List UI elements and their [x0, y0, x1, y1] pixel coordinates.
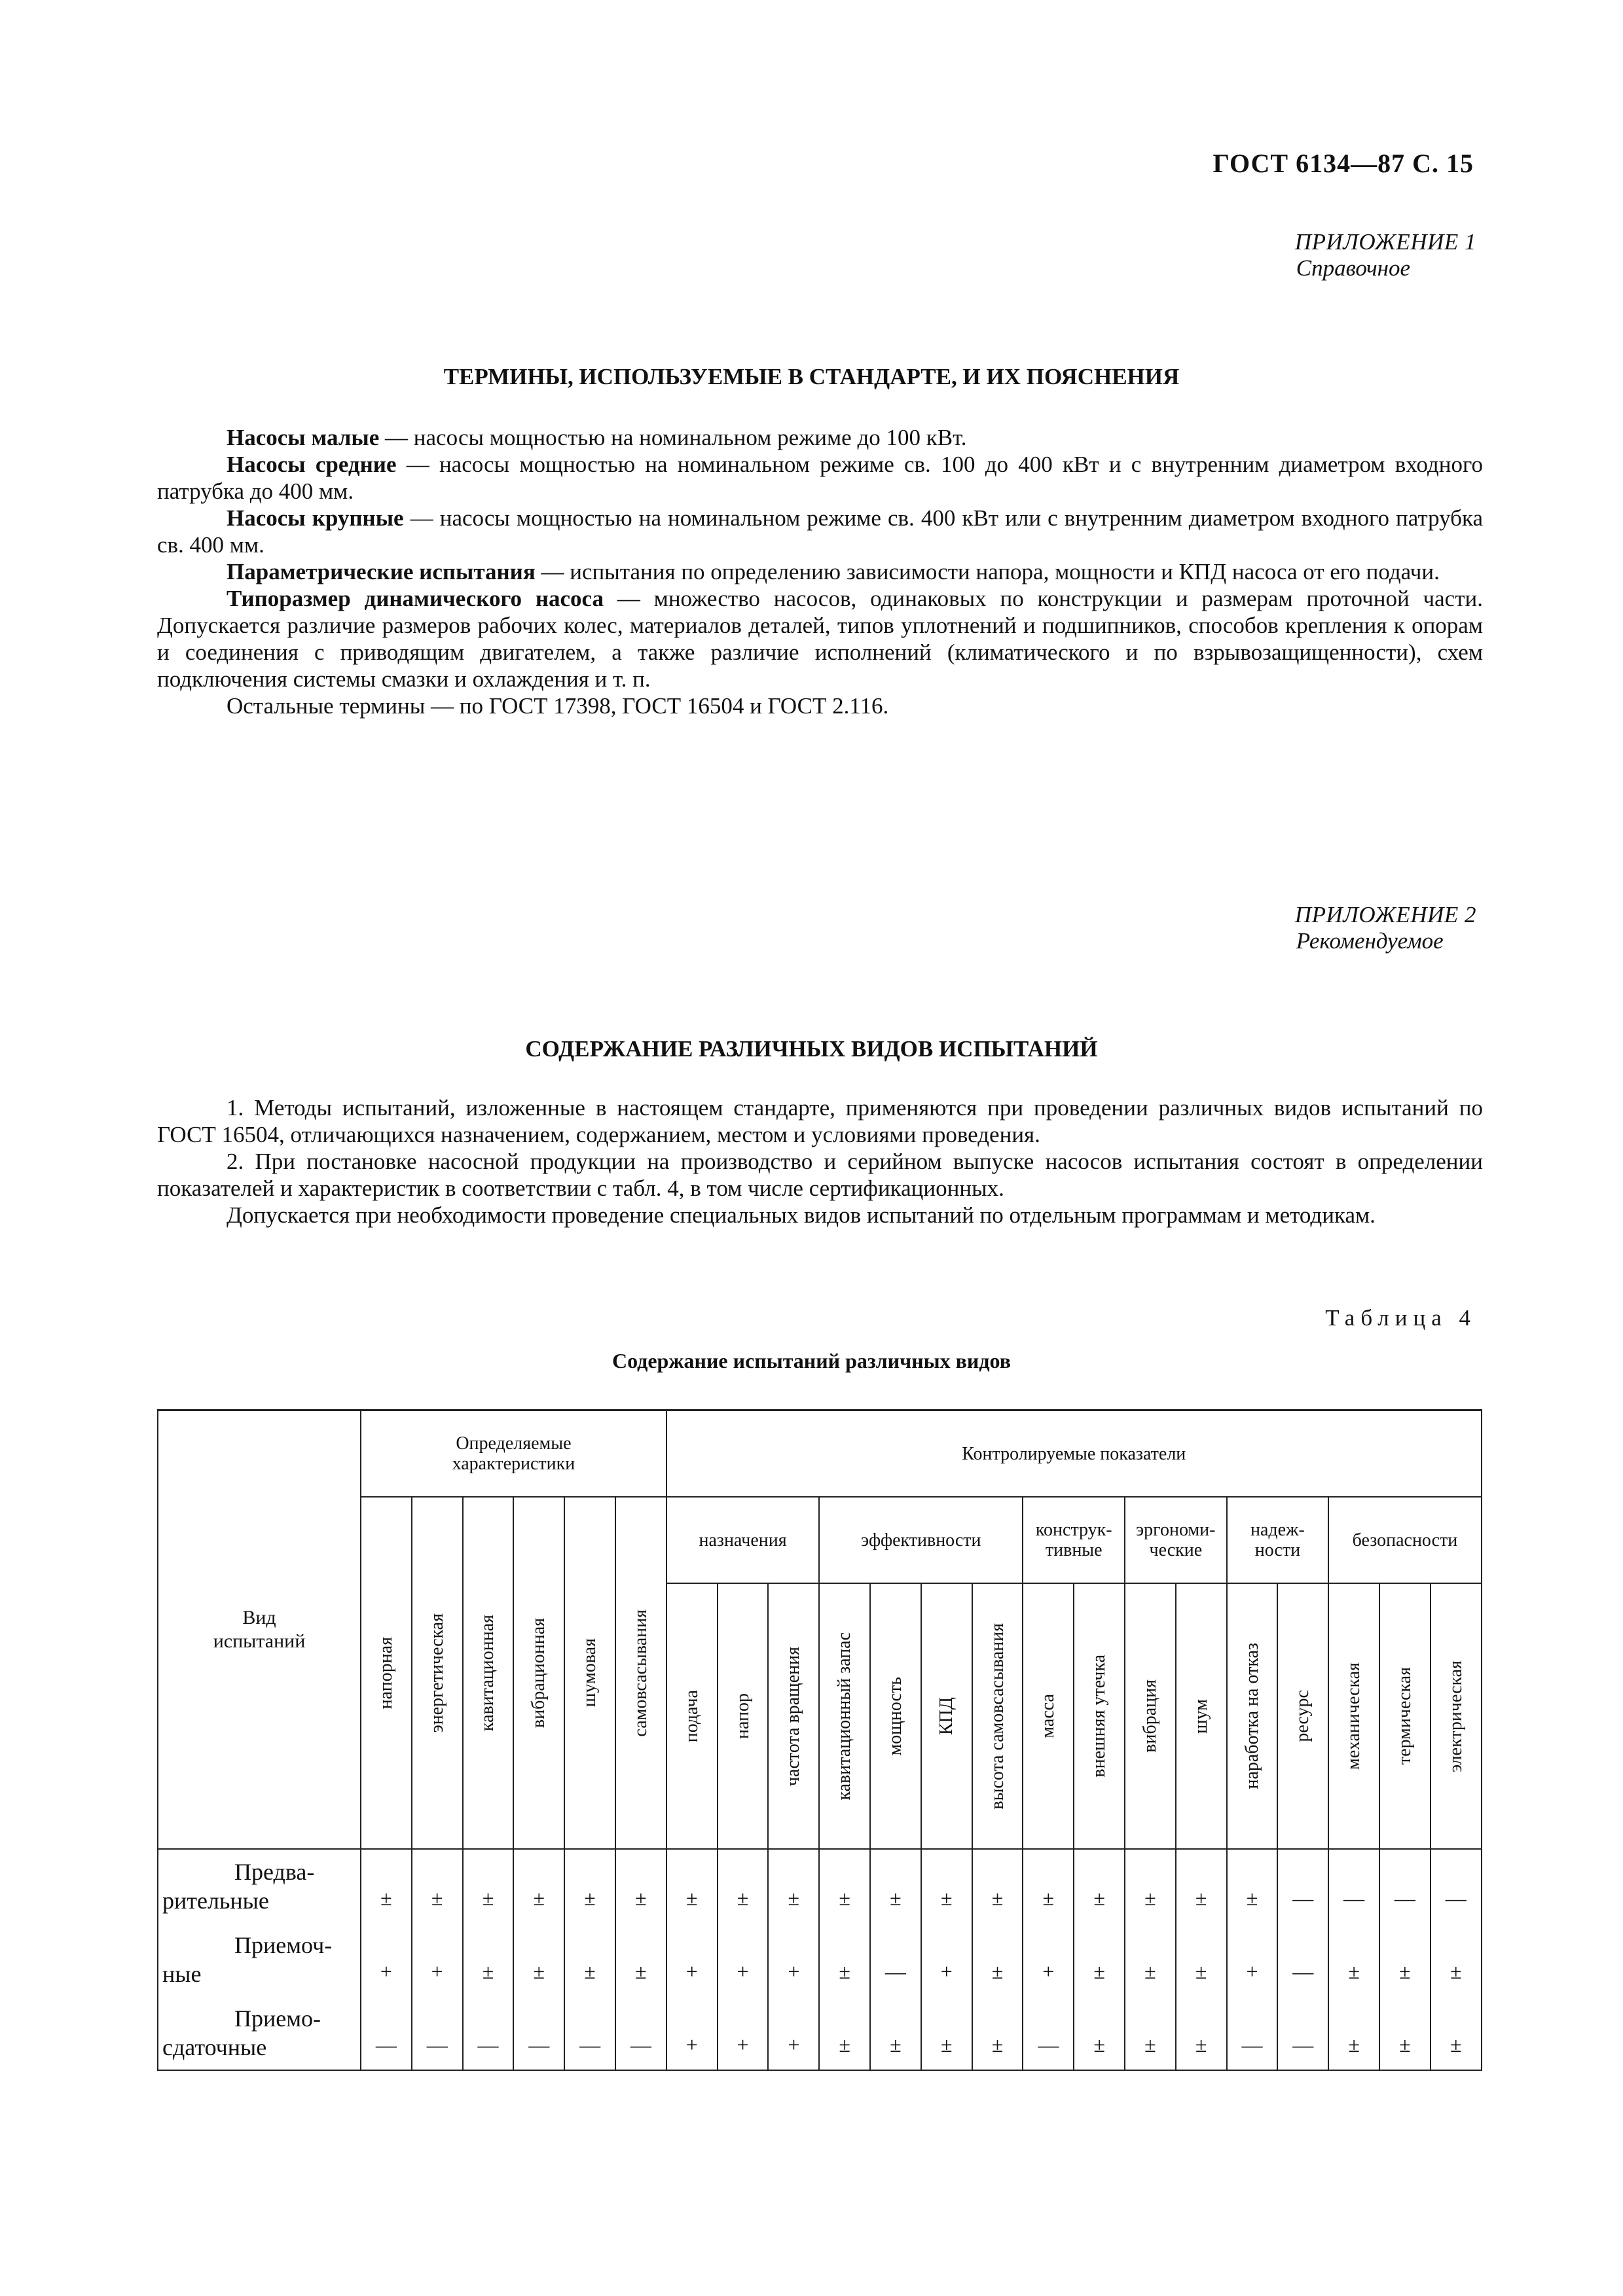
term-name: Параметрические испытания — [227, 559, 536, 584]
cell-mark: ± — [1195, 1959, 1207, 1983]
cell-mark: ± — [991, 1886, 1004, 1910]
table-cell — [1074, 1996, 1125, 2070]
column-header-text: механическая — [1343, 1662, 1364, 1770]
cell-mark: — — [528, 2032, 550, 2056]
subgroup-ergonomic — [1125, 1497, 1227, 1583]
cell-mark: ± — [1348, 2032, 1360, 2056]
table-cell — [615, 1923, 666, 1996]
cell-mark: + — [380, 1959, 392, 1983]
table-cell — [412, 1923, 463, 1996]
column-header — [1379, 1583, 1431, 1849]
column-header — [819, 1583, 870, 1849]
cell-mark: ± — [1093, 2032, 1105, 2056]
cell-mark: ± — [482, 1886, 494, 1910]
paragraph: Допускается при необходимости проведение специальных видов испытаний по отдельным программам и методикам. — [227, 1202, 1376, 1228]
table-cell — [513, 1923, 564, 1996]
cell-mark: + — [1246, 1959, 1258, 1983]
table-cell — [666, 1849, 718, 1923]
column-header-text: вибрационная — [528, 1617, 549, 1729]
column-header — [768, 1583, 819, 1849]
table-cell — [718, 1849, 769, 1923]
cell-mark: ± — [1450, 2032, 1462, 2056]
column-header-test-type — [158, 1410, 361, 1850]
cell-mark: — — [1292, 1959, 1314, 1983]
document-header: ГОСТ 6134—87 С. 15 — [1213, 149, 1474, 178]
subgroup-efficiency: эффективности — [819, 1497, 1023, 1583]
cell-mark: + — [1042, 1959, 1055, 1983]
term-text: — испытания по определению зависимости напора, мощности и КПД насоса от его подачи. — [535, 559, 1440, 584]
cell-mark: — — [1445, 1886, 1467, 1910]
column-header — [1227, 1583, 1278, 1849]
table-cell — [972, 1996, 1023, 2070]
column-header — [1277, 1583, 1328, 1849]
cell-mark: ± — [482, 1959, 494, 1983]
table-cell — [1023, 1996, 1074, 2070]
cell-mark: + — [737, 1959, 749, 1983]
column-header — [1176, 1583, 1227, 1849]
column-header — [972, 1583, 1023, 1849]
table-cell — [819, 1923, 870, 1996]
terms-closing: Остальные термины — по ГОСТ 17398, ГОСТ 16504 и ГОСТ 2.116. — [227, 693, 889, 719]
table-cell — [615, 1849, 666, 1923]
table-cell — [1431, 1849, 1482, 1923]
cell-mark: — — [630, 2032, 651, 2056]
row-label-line2: рительные — [162, 1888, 269, 1914]
cell-mark: ± — [635, 1959, 647, 1983]
cell-mark: — — [375, 2032, 397, 2056]
table-cell — [361, 1849, 412, 1923]
table-cell — [1227, 1996, 1278, 2070]
cell-mark: ± — [788, 1886, 800, 1910]
cell-mark: ± — [1144, 1886, 1156, 1910]
term-item — [157, 585, 1483, 692]
column-header-text: самовсасывания — [630, 1609, 651, 1737]
appendix-2-status: Рекомендуемое — [1296, 928, 1444, 954]
table-cell — [921, 1849, 972, 1923]
column-header-text: ресурс — [1292, 1690, 1313, 1742]
cell-mark: ± — [1399, 1959, 1411, 1983]
column-header — [1125, 1583, 1176, 1849]
cell-mark: + — [788, 2032, 800, 2056]
cell-mark: ± — [839, 1886, 850, 1910]
column-header — [1328, 1583, 1379, 1849]
subgroup-purpose: назначения — [666, 1497, 819, 1583]
cell-mark: ± — [737, 1886, 749, 1910]
column-header — [666, 1583, 718, 1849]
table-cell — [1074, 1923, 1125, 1996]
table-cell — [1023, 1923, 1074, 1996]
group-header-controlled: Контролируемые показатели — [666, 1410, 1482, 1498]
column-header — [921, 1583, 972, 1849]
cell-mark: ± — [1348, 1959, 1360, 1983]
term-item — [157, 424, 1483, 451]
paragraph: 2. При постановке насосной продукции на производство и серийном выпуске насосов испытания состоят в определении показателей и характеристик в соответствии с табл. 4, в том числе сертификационных. — [157, 1149, 1483, 1201]
table-cell — [1227, 1849, 1278, 1923]
column-header — [1074, 1583, 1125, 1849]
subgroup-reliability — [1227, 1497, 1329, 1583]
term-name: Типоразмер динамического насоса — [227, 586, 604, 611]
subgroup-design — [1023, 1497, 1125, 1583]
column-header-text: напорная — [375, 1636, 396, 1710]
cell-mark: ± — [839, 1959, 850, 1983]
table-row — [158, 1996, 1482, 2070]
column-header — [870, 1583, 921, 1849]
cell-mark: ± — [584, 1959, 596, 1983]
appendix-1-status: Справочное — [1296, 255, 1411, 281]
table-cell — [564, 1849, 615, 1923]
section-2-title: СОДЕРЖАНИЕ РАЗЛИЧНЫХ ВИДОВ ИСПЫТАНИЙ — [525, 1036, 1098, 1062]
appendix-1-heading — [1295, 229, 1476, 281]
row-label-line1: Приемоч- — [234, 1932, 333, 1958]
table-cell — [921, 1996, 972, 2070]
group-header-determined — [361, 1410, 666, 1498]
column-header-text: вибрация — [1139, 1679, 1160, 1753]
column-header — [412, 1497, 463, 1849]
table-cell — [1277, 1923, 1328, 1996]
cell-mark: + — [788, 1959, 800, 1983]
section-2-text — [157, 1094, 1483, 1229]
table-cell — [1125, 1996, 1176, 2070]
table-cell — [1328, 1849, 1379, 1923]
table-cell — [718, 1923, 769, 1996]
subgroup-reliability-text: надеж- ности — [1250, 1520, 1305, 1560]
cell-mark: ± — [1399, 2032, 1411, 2056]
cell-mark: ± — [1093, 1959, 1105, 1983]
term-text: — насосы мощностью на номинальном режиме до 100 кВт. — [379, 425, 967, 450]
term-text: — насосы мощностью на номинальном режиме св. 400 кВт или с внутренним диаметром входного патрубка св. 400 мм. — [157, 505, 1484, 558]
cell-mark: — — [1292, 2032, 1314, 2056]
term-text: — насосы мощностью на номинальном режиме св. 100 до 400 кВт и с внутренним диаметром входного патрубка до 400 мм. — [157, 452, 1484, 504]
subgroup-safety: безопасности — [1328, 1497, 1481, 1583]
table-cell — [463, 1849, 514, 1923]
cell-mark: — — [884, 1959, 906, 1983]
table-cell — [870, 1849, 921, 1923]
cell-mark: ± — [890, 2032, 902, 2056]
table-cell — [513, 1996, 564, 2070]
term-text: — множество насосов, одинаковых по конструкции и размерам проточной части. Допускается различие размеров рабочих колес, материалов деталей, типов уплотнений и подшипников, способов крепления к опорам и соединения с приводящим двигателем, а также различие исполнений (климатического и по взрывозащищенности), схем подключения системы смазки и охлаждения и т. п. — [157, 586, 1483, 692]
column-header-text: кавитационный запас — [834, 1632, 855, 1801]
row-label — [158, 1849, 361, 1923]
cell-mark: — — [1394, 1886, 1415, 1910]
table-cell — [412, 1849, 463, 1923]
table-cell — [1125, 1923, 1176, 1996]
table-cell — [768, 1996, 819, 2070]
cell-mark: — — [477, 2032, 499, 2056]
table-cell — [1379, 1849, 1431, 1923]
cell-mark: ± — [431, 1886, 443, 1910]
cell-mark: + — [685, 1959, 698, 1983]
table-row — [158, 1849, 1482, 1923]
term-name: Насосы малые — [227, 425, 380, 450]
subgroup-ergonomic-text: эргономи- ческие — [1136, 1520, 1216, 1560]
column-header-text: шумовая — [579, 1638, 600, 1708]
term-item — [157, 505, 1483, 558]
table-cell — [615, 1996, 666, 2070]
cell-mark: ± — [1195, 1886, 1207, 1910]
column-header-text: частота вращения — [783, 1646, 804, 1786]
cell-mark: + — [431, 1959, 443, 1983]
table-number: Таблица 4 — [1325, 1305, 1476, 1331]
table-cell — [1074, 1849, 1125, 1923]
cell-mark: ± — [685, 1886, 698, 1910]
cell-mark: ± — [1144, 1959, 1156, 1983]
cell-mark: ± — [584, 1886, 596, 1910]
term-item — [157, 558, 1483, 585]
cell-mark: ± — [635, 1886, 647, 1910]
table-cell — [768, 1923, 819, 1996]
column-header — [564, 1497, 615, 1849]
cell-mark: ± — [991, 1959, 1004, 1983]
table-cell — [768, 1849, 819, 1923]
cell-mark: ± — [1093, 1886, 1105, 1910]
table-cell — [1176, 1923, 1227, 1996]
column-header-text: подача — [681, 1689, 702, 1743]
table-cell — [564, 1996, 615, 2070]
cell-mark: — — [1241, 2032, 1263, 2056]
column-header-text: энергетическая — [426, 1613, 447, 1733]
table-cell — [1431, 1996, 1482, 2070]
table-cell — [1227, 1923, 1278, 1996]
column-header-text: высота самовсасывания — [987, 1623, 1008, 1810]
column-header-text: шум — [1190, 1698, 1211, 1734]
table-cell — [1277, 1996, 1328, 2070]
cell-mark: ± — [890, 1886, 902, 1910]
table-cell — [361, 1923, 412, 1996]
group-header-determined-text: Определяемые характеристики — [452, 1433, 575, 1474]
cell-mark: ± — [1246, 1886, 1258, 1910]
column-header — [1023, 1583, 1074, 1849]
term-item — [157, 451, 1483, 505]
paragraph: 1. Методы испытаний, изложенные в настоящем стандарте, применяются при проведении различных видов испытаний по ГОСТ 16504, отличающихся назначением, содержанием, местом и условиями проведения. — [157, 1095, 1483, 1147]
subgroup-design-text: конструк- тивные — [1035, 1520, 1112, 1560]
row-label — [158, 1923, 361, 1996]
column-header-text: КПД — [936, 1697, 957, 1735]
table-cell — [1176, 1849, 1227, 1923]
table-cell — [1431, 1923, 1482, 1996]
cell-mark: + — [737, 2032, 749, 2056]
cell-mark: + — [685, 2032, 698, 2056]
table-cell — [666, 1996, 718, 2070]
table-cell — [1379, 1996, 1431, 2070]
row-label — [158, 1996, 361, 2070]
row-label-line1: Приемо- — [234, 2005, 321, 2032]
cell-mark: — — [579, 2032, 601, 2056]
column-header-text: масса — [1038, 1694, 1059, 1738]
cell-mark: ± — [839, 2032, 850, 2056]
cell-mark: ± — [1195, 2032, 1207, 2056]
appendix-2-heading — [1295, 902, 1476, 954]
cell-mark: — — [426, 2032, 448, 2056]
table-cell — [972, 1849, 1023, 1923]
cell-mark: — — [1292, 1886, 1314, 1910]
cell-mark: — — [1343, 1886, 1365, 1910]
table-cell — [819, 1996, 870, 2070]
cell-mark: ± — [533, 1886, 545, 1910]
table-cell — [870, 1923, 921, 1996]
table-cell — [718, 1996, 769, 2070]
table-cell — [870, 1996, 921, 2070]
cell-mark: ± — [1450, 1959, 1462, 1983]
column-header — [718, 1583, 769, 1849]
column-header — [615, 1497, 666, 1849]
cell-mark: — — [1038, 2032, 1059, 2056]
table-cell — [564, 1923, 615, 1996]
table-cell — [463, 1996, 514, 2070]
section-1-title: ТЕРМИНЫ, ИСПОЛЬЗУЕМЫЕ В СТАНДАРТЕ, И ИХ ПОЯСНЕНИЯ — [443, 364, 1180, 389]
table-cell — [412, 1996, 463, 2070]
appendix-2-label: ПРИЛОЖЕНИЕ 2 — [1294, 902, 1476, 927]
table-cell — [666, 1923, 718, 1996]
table-cell — [1379, 1923, 1431, 1996]
cell-mark: ± — [380, 1886, 392, 1910]
column-header-text: кавитационная — [477, 1614, 498, 1732]
table-title: Содержание испытаний различных видов — [611, 1349, 1012, 1372]
terms-list — [157, 424, 1483, 719]
column-header — [513, 1497, 564, 1849]
table-row — [158, 1923, 1482, 1996]
column-header-text: напор — [732, 1693, 753, 1740]
table-cell — [972, 1923, 1023, 1996]
cell-mark: ± — [1042, 1886, 1055, 1910]
column-header — [463, 1497, 514, 1849]
table-cell — [819, 1849, 870, 1923]
table-cell — [513, 1849, 564, 1923]
cell-mark: ± — [940, 2032, 953, 2056]
table-cell — [921, 1923, 972, 1996]
row-label-line1: Предва- — [234, 1859, 315, 1885]
table-cell — [463, 1923, 514, 1996]
column-header-test-type-text: Вид испытаний — [213, 1607, 306, 1652]
column-header-text: наработка на отказ — [1241, 1643, 1262, 1789]
cell-mark: ± — [533, 1959, 545, 1983]
column-header-text: электрическая — [1445, 1660, 1466, 1772]
table-cell — [1328, 1923, 1379, 1996]
table-cell — [361, 1996, 412, 2070]
cell-mark: + — [940, 1959, 953, 1983]
row-label-line2: сдаточные — [162, 2034, 267, 2060]
table-cell — [1277, 1849, 1328, 1923]
column-header-text: мощность — [884, 1676, 905, 1756]
column-header — [361, 1497, 412, 1849]
term-name: Насосы крупные — [227, 505, 404, 531]
row-label-line2: ные — [162, 1961, 202, 1987]
column-header — [1431, 1583, 1482, 1849]
column-header-text: внешняя утечка — [1089, 1655, 1110, 1778]
table-cell — [1125, 1849, 1176, 1923]
column-header-text: термическая — [1394, 1667, 1415, 1765]
appendix-1-label: ПРИЛОЖЕНИЕ 1 — [1294, 229, 1476, 255]
term-name: Насосы средние — [227, 452, 397, 477]
table-cell — [1023, 1849, 1074, 1923]
table-cell — [1328, 1996, 1379, 2070]
cell-mark: ± — [940, 1886, 953, 1910]
cell-mark: ± — [991, 2032, 1004, 2056]
table-body — [158, 1849, 1482, 2070]
cell-mark: ± — [1144, 2032, 1156, 2056]
table-cell — [1176, 1996, 1227, 2070]
tests-table — [157, 1409, 1482, 2071]
